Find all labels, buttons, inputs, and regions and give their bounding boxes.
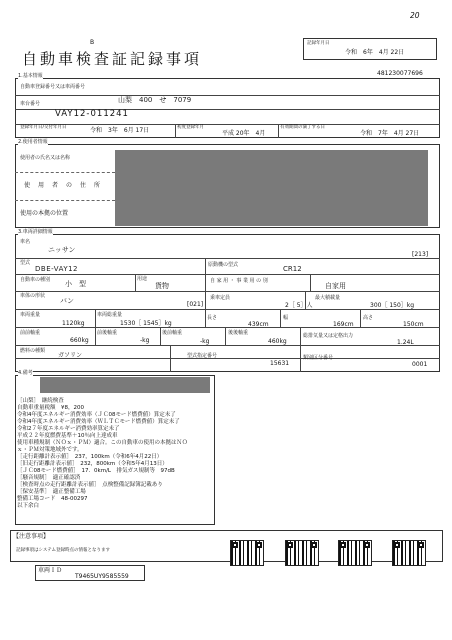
engine-label: 原動機の型式 [208, 262, 239, 268]
width-value: 169cm [333, 321, 354, 328]
fuel-label: 燃料の種類 [20, 348, 46, 354]
page-number: 20 [410, 11, 420, 20]
series-mark: B [90, 39, 95, 46]
rf-axle-label: 後前軸重 [162, 330, 183, 336]
class-value: 0001 [412, 361, 428, 368]
remark-line: ［山梨］ 継続検査 [17, 398, 64, 404]
vehicle-id-label: 車両ＩＤ [38, 567, 63, 574]
approval-value: 15631 [270, 360, 290, 367]
qr-code-1 [230, 540, 264, 566]
remark-line: 平成２２年度燃費基準＋10％向上達成車 [17, 433, 118, 439]
engine-value: CR12 [283, 265, 302, 273]
height-value: 150cm [403, 321, 424, 328]
remark-line: 自動車重量税額 ¥8，200 [17, 405, 84, 411]
remark-line: ｘ・ＰＭ対策地域外です。 [17, 447, 83, 453]
capacity-value: 2［ 5］人 [285, 302, 313, 309]
weight-value: 1120kg [62, 320, 85, 327]
make-value: ニッサン [48, 246, 76, 254]
use-value: 貨物 [155, 282, 169, 290]
height-label: 高さ [363, 315, 374, 321]
use-label: 用途 [137, 276, 148, 282]
vin-label: 車台番号 [20, 101, 41, 107]
notes-line: 記録事項はシステム登録時点の情報となります [16, 548, 111, 553]
max-load-label: 最大積載量 [315, 295, 341, 301]
class-label: 類別区分番号 [303, 355, 334, 361]
remark-line: ［走行距離計表示値］ 237，100km（令和6年4月22日） [17, 454, 163, 460]
remark-line: 使用車種規制（ＮＯｘ・ＰＭ）適合。この自動車の使用の本拠はＮＯ [17, 440, 188, 446]
fr-axle-value: -kg [140, 337, 150, 344]
weight-label: 車両重量 [20, 312, 41, 318]
expiry-label: 有効期間の満了する日 [280, 125, 325, 130]
business-value: 自家用 [325, 282, 346, 290]
basic-section-title: 1.基本情報 [18, 73, 43, 79]
approval-label: 型式指定番号 [187, 353, 218, 359]
make-code: [213] [412, 251, 429, 258]
ff-axle-label: 前前軸重 [20, 330, 41, 336]
remark-line: ［検査時点の走行距離計表示値］ 点検整備記録簿記載あり [17, 482, 163, 488]
remark-line: 令和2７年度エネルギー消費効率算定未了 [17, 426, 120, 432]
reg-date-label: 登録年月日/交付年月日 [20, 125, 67, 130]
plate-label: 自動車登録番号又は車両番号 [20, 84, 86, 90]
first-reg-label: 初度登録年月 [177, 125, 204, 130]
notes-box [10, 530, 443, 562]
gross-label: 車両総重量 [97, 312, 123, 318]
capacity-label: 乗車定員 [210, 295, 231, 301]
rr-axle-value: 460kg [268, 338, 287, 345]
first-reg-value: 平成 20年 4月 [222, 130, 266, 137]
remarks-section-title: 4.備考 [18, 370, 33, 376]
vehicle-section-title: 3.車両詳細情報 [18, 229, 53, 235]
record-date-label: 記録年月日 [307, 41, 330, 46]
redacted-remark [40, 377, 210, 393]
model-label: 型式 [20, 260, 31, 266]
gross-value: 1530［ 1545］kg [120, 320, 172, 327]
rr-axle-label: 後後軸重 [228, 330, 249, 336]
displacement-value: 1.24L [397, 339, 414, 346]
plate-value: 山梨 400 せ 7079 [118, 96, 192, 104]
record-date-value: 令和 6年 4月 22日 [345, 49, 405, 56]
qr-code-4 [392, 540, 426, 566]
remark-line: ［旧走行距離計表示値］ 232，800km（令和5年4月13日） [17, 461, 168, 467]
qr-code-3 [338, 540, 372, 566]
body-label: 車体の形状 [20, 293, 46, 299]
remark-line: 令和4年度エネルギー消費効率（ＪＣ08モード燃費値）算定未了 [17, 412, 176, 418]
model-value: DBE-VAY12 [35, 265, 78, 273]
body-value: バン [60, 297, 74, 305]
reg-date-value: 令和 3年 6月 17日 [90, 127, 150, 134]
user-name-label: 使用者の氏名又は名称 [20, 155, 71, 161]
make-label: 車名 [20, 239, 31, 245]
ff-axle-value: 660kg [70, 337, 89, 344]
expiry-value: 令和 7年 4月 27日 [360, 130, 420, 137]
remark-line: ［ＪＣ08モード燃費値］ 17．0km/L 排気ガス規制等 97dB [17, 468, 175, 474]
kind-value: 小 型 [65, 280, 86, 288]
remark-line: 整備工場コード 48-00297 [17, 496, 88, 502]
remark-line: ［騒音規制］ 適正確認済 [17, 475, 81, 481]
remark-line: 令和4年度エネルギー消費効率（ＷＬＴＣモード燃費値）算定未了 [17, 419, 180, 425]
length-value: 439cm [248, 321, 269, 328]
vehicle-id-value: T9465UY9585559 [75, 573, 129, 580]
displacement-label: 総排気量又は定格出力 [303, 333, 354, 339]
user-base-label: 使用の本拠の位置 [20, 210, 69, 217]
remark-line: ［保安基準］ 適正整備工場 [17, 489, 86, 495]
fuel-value: ガソリン [58, 352, 83, 359]
user-address-label: 使 用 者 の 住 所 [24, 182, 102, 189]
redacted-user-info [115, 150, 428, 226]
doc-number: 481230077696 [377, 70, 423, 77]
length-label: 長さ [207, 315, 218, 321]
rf-axle-value: -kg [200, 338, 210, 345]
kind-label: 自動車の種別 [20, 277, 51, 283]
width-label: 幅 [283, 315, 289, 321]
qr-code-2 [285, 540, 319, 566]
remark-line: 以下余白 [17, 503, 40, 509]
notes-title: 【注意事項】 [13, 533, 50, 540]
max-load-value: 300［ 150］kg [370, 302, 415, 309]
business-label: 自 家 用 ・ 事 業 用 の 別 [210, 278, 268, 284]
user-section-title: 2.使用者情報 [18, 139, 48, 145]
fr-axle-label: 前後軸重 [97, 330, 118, 336]
body-code: [021] [187, 301, 204, 308]
vin-value: VAY12-011241 [55, 109, 129, 119]
page-title: 自動車検査証記録事項 [22, 50, 203, 68]
